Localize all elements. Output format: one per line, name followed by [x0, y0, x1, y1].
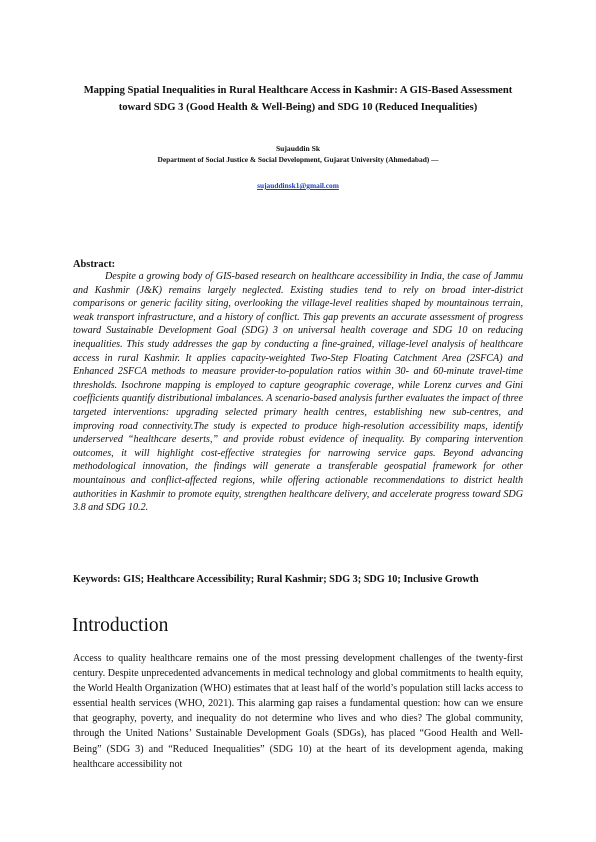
email-link[interactable]: sujauddinsk1@gmail.com	[257, 181, 339, 190]
abstract-text: Despite a growing body of GIS-based research on healthcare accessibility in India, the case of Jammu and Kashmir (J&K) remains largely neglected. Existing studies tend to rely on broad inter-district comparisons or generic facility siting, overlooking the village-level realities shaped by mountainous terrain, weak transport infrastructure, and a history of conflict. This gap prevents an accurate assessment of progress toward Sustainable Development Goal (SDG) 3 on universal health coverage and SDG 10 on reducing inequalities. This study addresses the gap by conducting a fine-grained, village-level analysis of healthcare access in rural Kashmir. It applies capacity-weighted Two-Step Floating Catchment Area (2SFCA) and Enhanced 2SFCA methods to measure provider-to-population ratios within 30- and 60-minute travel-time thresholds. Isochrone mapping is employed to capture geographic coverage, while Lorenz curves and Gini coefficients quantify distributional imbalances. A scenario-based analysis further evaluates the impact of three targeted interventions: upgrading selected primary health centres, establishing new sub-centres, and improving road connectivity.The study is expected to produce high-resolution accessibility maps, identify underserved “healthcare deserts,” and provide robust evidence of inequality. By comparing intervention outcomes, it will highlight cost-effective strategies for narrowing service gaps. Beyond advancing methodological innovation, the findings will generate a transferable geospatial framework for other mountainous and conflict-affected regions, while offering actionable recommendations to district health authorities in Kashmir to promote equity, strengthen healthcare delivery, and accelerate progress toward SDG 3.8 and SDG 10.2.	[73, 271, 523, 514]
introduction-paragraph: Access to quality healthcare remains one of the most pressing development challenges of the twenty-first century. Despite unprecedented advancements in medical technology and global commitments to health equity, the World Health Organization (WHO) estimates that at least half of the world’s population still lacks access to essential health services (WHO, 2021). This alarming gap raises a fundamental question: how can we ensure that geography, poverty, and inequality do not determine who lives and who dies? The global community, through the United Nations’ Sustainable Development Goals (SDGs), has placed “Good Health and Well-Being” (SDG 3) and “Reduced Inequalities” (SDG 10) at the heart of its development agenda, making healthcare accessibility not	[73, 653, 523, 770]
author-email	[80, 180, 516, 191]
paper-title: Mapping Spatial Inequalities in Rural Healthcare Access in Kashmir: A GIS-Based Assessment toward SDG 3 (Good Health & Well-Being) and SDG 10 (Reduced Inequalities)	[83, 85, 513, 113]
abstract-heading: Abstract:	[73, 259, 116, 270]
keywords-line: Keywords: GIS; Healthcare Accessibility; Rural Kashmir; SDG 3; SDG 10; Inclusive Growth	[73, 574, 479, 585]
author-affiliation: Department of Social Justice & Social Development, Gujarat University (Ahmedabad) —	[157, 155, 439, 164]
author-name: Sujauddin Sk	[275, 144, 321, 153]
section-heading-introduction: Introduction	[72, 615, 169, 636]
